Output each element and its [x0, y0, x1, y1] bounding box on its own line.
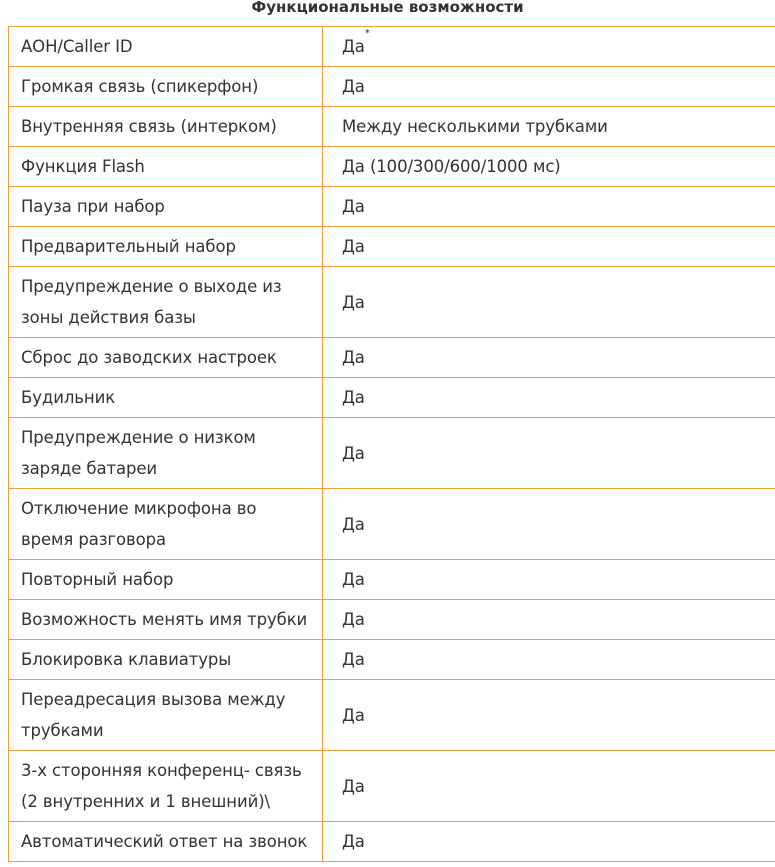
- value-cell: [323, 600, 775, 640]
- value-text: Да: [342, 569, 365, 589]
- table-row: [9, 680, 775, 751]
- value-cell: [323, 822, 775, 862]
- value-text: Да (100/300/600/1000 мс): [342, 156, 561, 176]
- footnote-mark: *: [364, 27, 370, 39]
- table-row: [9, 267, 775, 338]
- value-text: Да: [342, 36, 365, 56]
- feature-cell: Пауза при набор: [9, 187, 323, 227]
- value-cell: [323, 27, 775, 67]
- value-cell: [323, 489, 775, 560]
- value-text: Да: [342, 292, 365, 312]
- feature-cell: Предварительный набор: [9, 227, 323, 267]
- feature-cell: Внутренняя связь (интерком): [9, 107, 323, 147]
- value-text: Между несколькими трубками: [342, 116, 608, 136]
- table-row: [9, 600, 775, 640]
- table-title: Функциональные возможности: [251, 0, 524, 16]
- table-row: [9, 822, 775, 862]
- feature-cell: Предупреждение о низком заряде батареи: [9, 418, 323, 489]
- table-row: [9, 640, 775, 680]
- table-row: [9, 560, 775, 600]
- value-text: Да: [342, 609, 365, 629]
- value-cell: [323, 560, 775, 600]
- value-cell: [323, 338, 775, 378]
- table-row: [9, 27, 775, 67]
- table-row: [9, 489, 775, 560]
- value-cell: [323, 267, 775, 338]
- value-cell: [323, 67, 775, 107]
- value-text: Да: [342, 236, 365, 256]
- value-text: Да: [342, 443, 365, 463]
- value-text: Да: [342, 387, 365, 407]
- table-row: [9, 227, 775, 267]
- value-cell: [323, 107, 775, 147]
- feature-cell: Функция Flash: [9, 147, 323, 187]
- table-row: [9, 418, 775, 489]
- value-text: Да: [342, 776, 365, 796]
- value-cell: [323, 640, 775, 680]
- value-cell: [323, 378, 775, 418]
- table-row: [9, 751, 775, 822]
- table-row: [9, 338, 775, 378]
- feature-cell: Блокировка клавиатуры: [9, 640, 323, 680]
- value-cell: [323, 751, 775, 822]
- table-row: [9, 107, 775, 147]
- feature-cell: Повторный набор: [9, 560, 323, 600]
- feature-cell: Предупреждение о выходе из зоны действия базы: [9, 267, 323, 338]
- feature-cell: Возможность менять имя трубки: [9, 600, 323, 640]
- feature-cell: Громкая связь (спикерфон): [9, 67, 323, 107]
- value-cell: [323, 227, 775, 267]
- value-text: Да: [342, 831, 365, 851]
- value-text: Да: [342, 76, 365, 96]
- value-text: Да: [342, 347, 365, 367]
- feature-cell: Отключение микрофона во время разговора: [9, 489, 323, 560]
- value-cell: [323, 680, 775, 751]
- value-cell: [323, 147, 775, 187]
- features-table-body: [9, 27, 775, 862]
- value-text: Да: [342, 196, 365, 216]
- feature-cell: АОН/Caller ID: [9, 27, 323, 67]
- table-row: [9, 67, 775, 107]
- value-text: Да: [342, 649, 365, 669]
- feature-cell: Автоматический ответ на звонок: [9, 822, 323, 862]
- value-text: Да: [342, 705, 365, 725]
- value-text: Да: [342, 514, 365, 534]
- feature-cell: Переадресация вызова между трубками: [9, 680, 323, 751]
- feature-cell: Будильник: [9, 378, 323, 418]
- table-row: [9, 147, 775, 187]
- value-cell: [323, 187, 775, 227]
- value-cell: [323, 418, 775, 489]
- table-row: [9, 187, 775, 227]
- feature-cell: 3-х сторонняя конференц- связь (2 внутренних и 1 внешний)\: [9, 751, 323, 822]
- feature-cell: Сброс до заводских настроек: [9, 338, 323, 378]
- features-table: [8, 26, 775, 862]
- table-row: [9, 378, 775, 418]
